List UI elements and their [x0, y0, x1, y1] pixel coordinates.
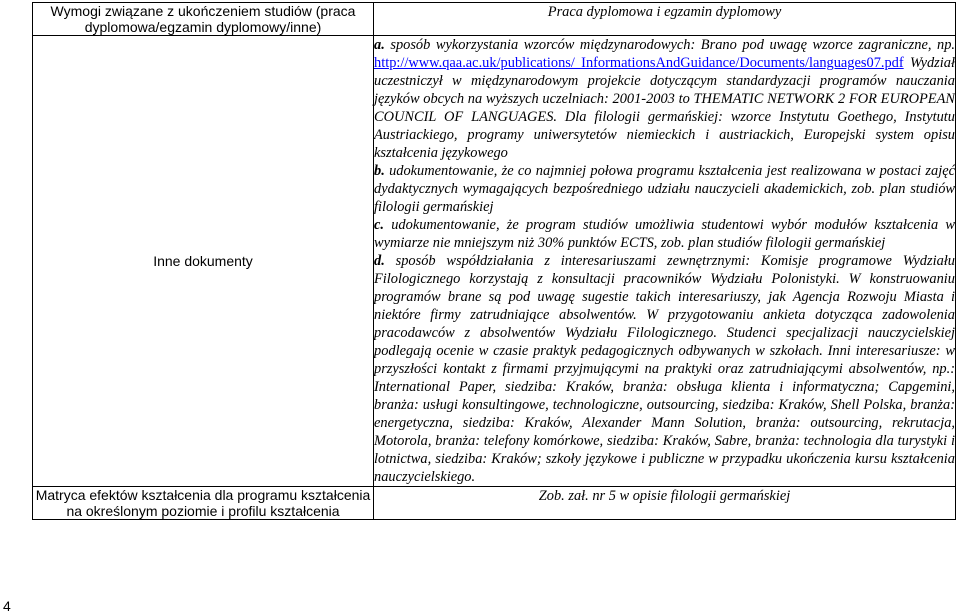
item-d-label: d. — [374, 253, 385, 269]
item-a-text-continued: Wydział uczestniczył w międzynarodowym projekcie dotyczącym standardyzacji programów nauczania języków obcych na wyższych uczelniach: 2001-2003 to THEMATIC NETWORK 2 FOR EUROPEAN COUNCIL OF LANGUAGES. Dla filologii germańskiej: wzorce Instytutu Goethego, Instytutu Austriackiego, programy uniwersytetów niemieckich i austriackich, Europejski system opisu kształcenia językowego — [374, 55, 955, 161]
qaa-publication-link[interactable]: http://www.qaa.ac.uk/publications/ InformationsAndGuidance/Documents/languages07.pdf — [374, 55, 904, 71]
completion-requirements-label: Wymogi związane z ukończeniem studiów (praca dyplomowa/egzamin dyplomowy/inne) — [33, 3, 374, 36]
table-row-completion — [33, 3, 956, 36]
table-row-other-documents — [33, 36, 956, 487]
item-a-label: a. — [374, 37, 385, 53]
item-c-label: c. — [374, 217, 384, 233]
item-b-label: b. — [374, 163, 385, 179]
table-row-learning-outcomes — [33, 487, 956, 520]
learning-outcomes-value: Zob. zał. nr 5 w opisie filologii germańskiej — [374, 487, 956, 520]
page-number: 4 — [3, 598, 11, 614]
other-documents-label: Inne dokumenty — [33, 36, 374, 487]
item-b-text: udokumentowanie, że co najmniej połowa programu kształcenia jest realizowana w postaci zajęć dydaktycznych wymagających bezpośredniego udziału nauczycieli akademickich, zob. plan studiów filologii germańskiej — [374, 163, 955, 215]
item-c-text: udokumentowanie, że program studiów umożliwia studentowi wybór modułów kształcenia w wymiarze nie mniejszym niż 30% punktów ECTS, zob. plan studiów filologii germańskiej — [374, 217, 955, 251]
other-documents-content — [374, 36, 956, 487]
item-a-text: sposób wykorzystania wzorców międzynarodowych: Brano pod uwagę wzorce zagraniczne, np. — [390, 37, 955, 53]
learning-outcomes-label: Matryca efektów kształcenia dla programu kształcenia na określonym poziomie i profilu kształcenia — [33, 487, 374, 520]
item-d-text: sposób współdziałania z interesariuszami zewnętrznymi: Komisje programowe Wydziału Filologicznego korzystają z konsultacji pracowników Wydziału Polonistyki. W konstruowaniu programów brane są pod uwagę sugestie takich interesariuszy, jak Agencja Rozwoju Miasta i niektóre firmy zatrudniające absolwentów. W przygotowaniu ankieta dotycząca zadowolenia pracodawców z absolwentów Wydziału Filologicznego. Studenci specjalizacji nauczycielskiej podlegają ocenie w czasie praktyk pedagogicznych odbywanych w szkołach. Inni interesariusze: w przyszłości kontakt z firmami przyjmującymi na praktyki oraz zatrudniającymi absolwentów, np.: International Paper, siedziba: Kraków, branża: obsługa klienta i informatyczna; Capgemini, branża: usługi konsultingowe, technologiczne, outsourcing, siedziba: Kraków, Shell Polska, branża: energetyczna, siedziba: Kraków, Alexander Mann Solution, branża: outsourcing, rekrutacja, Motorola, branża: telefony komórkowe, siedziba: Kraków, Sabre, branża: technologia dla turystyki i lotnictwa, siedziba: Kraków; szkoły językowe i publiczne w przypadku ukończenia kursu kształcenia nauczycielskiego. — [374, 253, 955, 485]
requirements-table — [32, 2, 956, 520]
completion-requirements-value: Praca dyplomowa i egzamin dyplomowy — [374, 3, 956, 36]
